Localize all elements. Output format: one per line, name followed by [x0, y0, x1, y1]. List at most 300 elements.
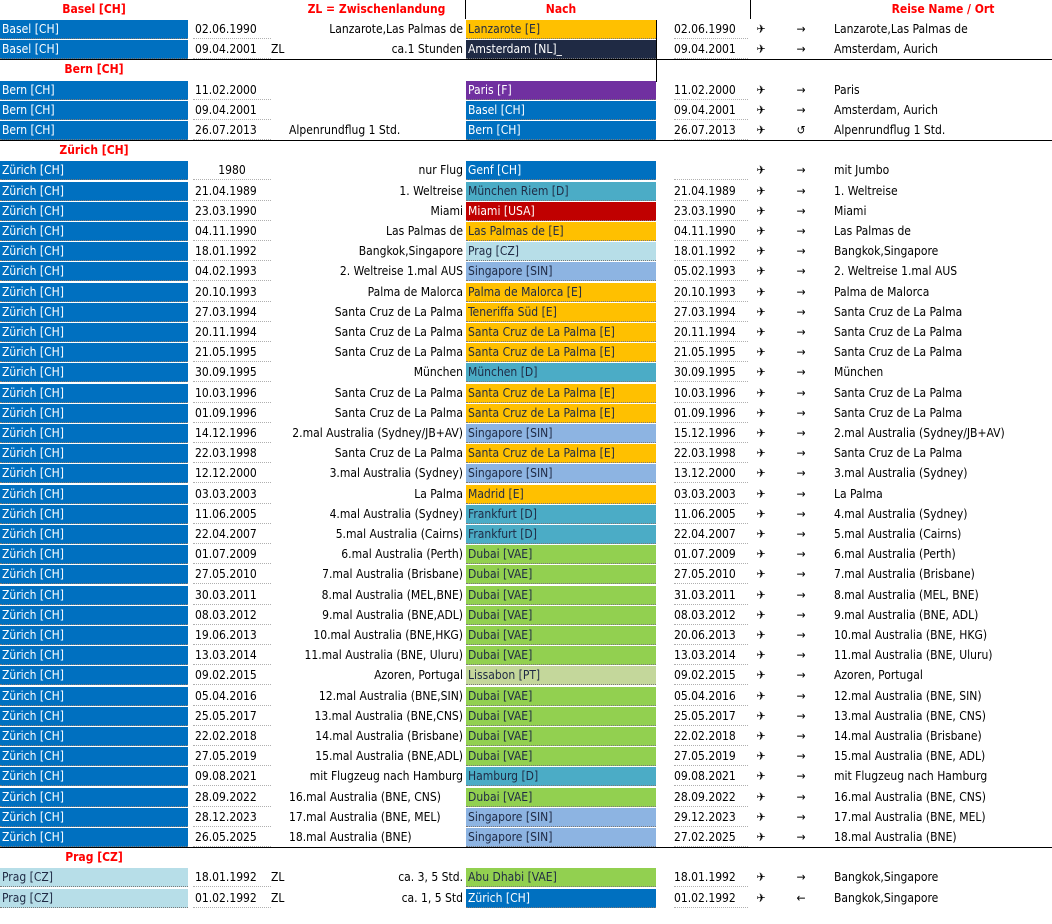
from-cell[interactable]: Zürich [CH]: [0, 565, 188, 584]
trip-name: La Palma: [834, 487, 883, 501]
arrival-date: 27.05.2010: [674, 565, 748, 584]
to-cell[interactable]: München Riem [D]: [466, 182, 656, 201]
airplane-icon: ✈: [756, 446, 766, 460]
trip-note: Bangkok,Singapore: [358, 244, 463, 258]
trip-note: nur Flug: [418, 163, 463, 177]
to-cell[interactable]: Genf [CH]: [466, 161, 656, 180]
loop-arrow-icon: ↺: [796, 123, 806, 137]
from-cell[interactable]: Zürich [CH]: [0, 767, 188, 786]
from-cell[interactable]: Prag [CZ]: [0, 889, 188, 908]
table-row: [0, 202, 1052, 222]
trip-note: Santa Cruz de La Palma: [334, 446, 463, 460]
stopover-flag: [271, 545, 289, 564]
departure-date: 09.04.2001: [193, 101, 271, 120]
arrow-right-icon: →: [796, 466, 806, 480]
trip-name: 18.mal Australia (BNE): [834, 830, 957, 844]
to-cell[interactable]: Basel [CH]: [466, 101, 656, 120]
trip-name: 7.mal Australia (Brisbane): [834, 567, 975, 581]
trip-note: 15.mal Australia (BNE,ADL): [315, 749, 463, 763]
table-row: [0, 646, 1052, 666]
departure-date: 25.05.2017: [193, 707, 271, 726]
from-cell[interactable]: Zürich [CH]: [0, 808, 188, 827]
trip-note: Santa Cruz de La Palma: [334, 325, 463, 339]
from-cell[interactable]: Prag [CZ]: [0, 868, 188, 887]
arrival-date: 27.02.2025: [674, 828, 748, 847]
from-cell[interactable]: Zürich [CH]: [0, 404, 188, 423]
to-cell[interactable]: Singapore [SIN]: [466, 464, 656, 483]
trip-note: 3.mal Australia (Sydney): [329, 466, 463, 480]
header-divider: [750, 0, 751, 19]
stopover-flag: [271, 444, 289, 463]
trip-name: Amsterdam, Aurich: [834, 42, 938, 56]
from-cell[interactable]: Basel [CH]: [0, 20, 188, 39]
airplane-icon: ✈: [756, 749, 766, 763]
arrow-right-icon: →: [796, 648, 806, 662]
departure-date: 03.03.2003: [193, 485, 271, 504]
from-cell[interactable]: Zürich [CH]: [0, 343, 188, 362]
to-cell[interactable]: Dubai [VAE]: [466, 747, 656, 766]
trip-name: Bangkok,Singapore: [834, 870, 939, 884]
departure-date: 19.06.2013: [193, 626, 271, 645]
arrow-right-icon: →: [796, 204, 806, 218]
to-cell[interactable]: Dubai [VAE]: [466, 545, 656, 564]
departure-date: 22.04.2007: [193, 525, 271, 544]
stopover-flag: [271, 464, 289, 483]
arrival-date: 15.12.1996: [674, 424, 748, 443]
stopover-flag: [271, 626, 289, 645]
trip-name: 5.mal Australia (Cairns): [834, 527, 962, 541]
from-cell[interactable]: Bern [CH]: [0, 101, 188, 120]
from-cell[interactable]: Zürich [CH]: [0, 303, 188, 322]
to-cell[interactable]: Santa Cruz de La Palma [E]: [466, 384, 656, 403]
trip-note: ca. 3, 5 Std.: [398, 870, 463, 884]
trip-note: 12.mal Australia (BNE,SIN): [318, 689, 463, 703]
from-cell[interactable]: Zürich [CH]: [0, 182, 188, 201]
stopover-flag: [271, 303, 289, 322]
from-cell[interactable]: Zürich [CH]: [0, 222, 188, 241]
stopover-flag: [271, 767, 289, 786]
departure-date: 20.10.1993: [193, 283, 271, 302]
to-cell[interactable]: München [D]: [466, 363, 656, 382]
airplane-icon: ✈: [756, 507, 766, 521]
airplane-icon: ✈: [756, 365, 766, 379]
trip-note: Azoren, Portugal: [374, 668, 463, 682]
to-cell[interactable]: Zürich [CH]: [466, 889, 656, 908]
departure-date: 01.02.1992: [193, 889, 271, 908]
airplane-icon: ✈: [756, 285, 766, 299]
departure-date: 21.05.1995: [193, 343, 271, 362]
airplane-icon: ✈: [756, 810, 766, 824]
to-cell[interactable]: Dubai [VAE]: [466, 646, 656, 665]
trip-name: München: [834, 365, 884, 379]
from-cell[interactable]: Zürich [CH]: [0, 788, 188, 807]
table-row: [0, 707, 1052, 727]
stopover-flag: [271, 121, 289, 140]
arrow-right-icon: →: [796, 668, 806, 682]
departure-date: 18.01.1992: [193, 868, 271, 887]
to-cell[interactable]: Singapore [SIN]: [466, 262, 656, 281]
arrow-right-icon: →: [796, 487, 806, 501]
trip-name: 9.mal Australia (BNE, ADL): [834, 608, 979, 622]
table-row: [0, 303, 1052, 323]
to-cell[interactable]: Miami [USA]: [466, 202, 656, 221]
arrival-date: 21.05.1995: [674, 343, 748, 362]
trip-name: Amsterdam, Aurich: [834, 103, 938, 117]
trip-note: ca.1 Stunden: [391, 42, 463, 56]
stopover-flag: [271, 666, 289, 685]
trip-name: Santa Cruz de La Palma: [834, 325, 963, 339]
departure-date: 10.03.1996: [193, 384, 271, 403]
to-cell[interactable]: Dubai [VAE]: [466, 626, 656, 645]
stopover-flag: [271, 182, 289, 201]
trip-note: Las Palmas de: [386, 224, 463, 238]
from-cell[interactable]: Zürich [CH]: [0, 666, 188, 685]
departure-date: 1980: [193, 161, 271, 180]
table-row: [0, 404, 1052, 424]
table-row: [0, 889, 1052, 909]
airplane-icon: ✈: [756, 487, 766, 501]
departure-date: 28.09.2022: [193, 788, 271, 807]
trip-note: 1. Weltreise: [399, 184, 463, 198]
arrival-date: 09.04.2001: [674, 40, 748, 59]
from-cell[interactable]: Zürich [CH]: [0, 363, 188, 382]
from-cell[interactable]: Zürich [CH]: [0, 707, 188, 726]
arrival-date: 03.03.2003: [674, 485, 748, 504]
trip-name: 11.mal Australia (BNE, Uluru): [834, 648, 993, 662]
to-cell[interactable]: Lanzarote [E]: [466, 20, 656, 39]
arrival-date: 09.04.2001: [674, 101, 748, 120]
airplane-icon: ✈: [756, 22, 766, 36]
table-row: [0, 222, 1052, 242]
from-cell[interactable]: Zürich [CH]: [0, 545, 188, 564]
arrow-right-icon: →: [796, 163, 806, 177]
arrival-date: 31.03.2011: [674, 586, 748, 605]
table-row: [0, 586, 1052, 606]
departure-date: 22.03.1998: [193, 444, 271, 463]
to-cell[interactable]: Santa Cruz de La Palma [E]: [466, 343, 656, 362]
arrival-date: 01.02.1992: [674, 889, 748, 908]
trip-note: Palma de Malorca: [367, 285, 463, 299]
airplane-icon: ✈: [756, 42, 766, 56]
stopover-flag: [271, 384, 289, 403]
from-cell[interactable]: Zürich [CH]: [0, 606, 188, 625]
trip-name: Santa Cruz de La Palma: [834, 386, 963, 400]
airplane-icon: ✈: [756, 608, 766, 622]
arrival-date: 09.08.2021: [674, 767, 748, 786]
trip-name: 13.mal Australia (BNE, CNS): [834, 709, 986, 723]
stopover-flag: [271, 485, 289, 504]
trip-note: mit Flugzeug nach Hamburg: [309, 769, 463, 783]
stopover-flag: [271, 687, 289, 706]
to-cell[interactable]: Dubai [VAE]: [466, 687, 656, 706]
stopover-flag: [271, 81, 289, 100]
trip-note: Miami: [430, 204, 463, 218]
arrival-date: 01.07.2009: [674, 545, 748, 564]
trip-name: Santa Cruz de La Palma: [834, 446, 963, 460]
stopover-flag: ZL: [271, 891, 285, 905]
table-row: [0, 101, 1052, 121]
stopover-flag: [271, 565, 289, 584]
stopover-flag: [271, 828, 289, 847]
trip-name: mit Flugzeug nach Hamburg: [834, 769, 988, 783]
arrival-date: 25.05.2017: [674, 707, 748, 726]
departure-date: 09.08.2021: [193, 767, 271, 786]
to-cell[interactable]: Dubai [VAE]: [466, 727, 656, 746]
to-cell[interactable]: Santa Cruz de La Palma [E]: [466, 404, 656, 423]
section-label: Zürich [CH]: [59, 143, 129, 158]
from-cell[interactable]: Zürich [CH]: [0, 646, 188, 665]
to-cell[interactable]: Amsterdam [NL]_: [466, 40, 656, 59]
table-row: [0, 565, 1052, 585]
arrival-date: [674, 161, 748, 180]
airplane-icon: ✈: [756, 325, 766, 339]
airplane-icon: ✈: [756, 648, 766, 662]
arrow-right-icon: →: [796, 446, 806, 460]
arrow-right-icon: →: [796, 365, 806, 379]
arrival-date: 27.03.1994: [674, 303, 748, 322]
to-cell[interactable]: Lissabon [PT]: [466, 666, 656, 685]
trip-name: Santa Cruz de La Palma: [834, 406, 963, 420]
arrival-date: 20.11.1994: [674, 323, 748, 342]
trip-name: mit Jumbo: [834, 163, 890, 177]
airplane-icon: ✈: [756, 204, 766, 218]
arrow-right-icon: →: [796, 588, 806, 602]
trip-note: 13.mal Australia (BNE,CNS): [314, 709, 463, 723]
to-cell[interactable]: Teneriffa Süd [E]: [466, 303, 656, 322]
to-cell[interactable]: Santa Cruz de La Palma [E]: [466, 444, 656, 463]
from-cell[interactable]: Zürich [CH]: [0, 202, 188, 221]
airplane-icon: ✈: [756, 668, 766, 682]
from-cell[interactable]: Zürich [CH]: [0, 828, 188, 847]
trip-note: [289, 81, 464, 100]
from-cell[interactable]: Zürich [CH]: [0, 727, 188, 746]
arrow-right-icon: →: [796, 709, 806, 723]
arrival-date: 28.09.2022: [674, 788, 748, 807]
stopover-flag: [271, 505, 289, 524]
airplane-icon: ✈: [756, 466, 766, 480]
arrival-date: 29.12.2023: [674, 808, 748, 827]
airplane-icon: ✈: [756, 547, 766, 561]
stopover-flag: [271, 323, 289, 342]
table-row: [0, 81, 1052, 101]
to-cell[interactable]: Dubai [VAE]: [466, 788, 656, 807]
airplane-icon: ✈: [756, 769, 766, 783]
arrow-right-icon: →: [796, 567, 806, 581]
trip-note: 2.mal Australia (Sydney/JB+AV): [292, 426, 463, 440]
stopover-flag: [271, 646, 289, 665]
departure-date: 11.06.2005: [193, 505, 271, 524]
to-cell[interactable]: Prag [CZ]: [466, 242, 656, 261]
to-cell[interactable]: Paris [F]: [466, 81, 656, 100]
from-cell[interactable]: Zürich [CH]: [0, 323, 188, 342]
arrival-date: 13.03.2014: [674, 646, 748, 665]
departure-date: 08.03.2012: [193, 606, 271, 625]
trip-name: Lanzarote,Las Palmas de: [834, 22, 968, 36]
table-row: [0, 40, 1052, 60]
trip-name: 16.mal Australia (BNE, CNS): [834, 790, 986, 804]
departure-date: 18.01.1992: [193, 242, 271, 261]
departure-date: 04.02.1993: [193, 262, 271, 281]
from-cell[interactable]: Zürich [CH]: [0, 687, 188, 706]
airplane-icon: ✈: [756, 729, 766, 743]
stopover-flag: [271, 525, 289, 544]
arrival-date: 20.10.1993: [674, 283, 748, 302]
trip-note: Lanzarote,Las Palmas de: [329, 22, 463, 36]
trip-note: 6.mal Australia (Perth): [341, 547, 463, 561]
trip-note: 10.mal Australia (BNE,HKG): [313, 628, 463, 642]
departure-date: 02.06.1990: [193, 20, 271, 39]
table-row: [0, 283, 1052, 303]
to-cell[interactable]: Frankfurt [D]: [466, 525, 656, 544]
arrival-date: 08.03.2012: [674, 606, 748, 625]
table-row: [0, 788, 1052, 808]
arrow-right-icon: →: [796, 305, 806, 319]
to-cell[interactable]: Dubai [VAE]: [466, 606, 656, 625]
table-row: [0, 626, 1052, 646]
stopover-flag: [271, 606, 289, 625]
arrow-right-icon: →: [796, 870, 806, 884]
from-cell[interactable]: Zürich [CH]: [0, 161, 188, 180]
from-cell[interactable]: Bern [CH]: [0, 121, 188, 140]
trip-note: 4.mal Australia (Sydney): [329, 507, 463, 521]
trip-name: 10.mal Australia (BNE, HKG): [834, 628, 988, 642]
departure-date: 27.05.2019: [193, 747, 271, 766]
arrival-date: 22.04.2007: [674, 525, 748, 544]
to-cell[interactable]: Las Palmas de [E]: [466, 222, 656, 241]
table-row: [0, 485, 1052, 505]
from-cell[interactable]: Zürich [CH]: [0, 283, 188, 302]
from-cell[interactable]: Basel [CH]: [0, 40, 188, 59]
arrival-date: 20.06.2013: [674, 626, 748, 645]
stopover-flag: [271, 202, 289, 221]
from-cell[interactable]: Zürich [CH]: [0, 586, 188, 605]
arrow-right-icon: →: [796, 386, 806, 400]
arrival-date: 04.11.1990: [674, 222, 748, 241]
section-label: Prag [CZ]: [65, 850, 123, 865]
stopover-flag: [271, 808, 289, 827]
trip-note: 2. Weltreise 1.mal AUS: [339, 264, 463, 278]
trip-name: Alpenrundflug 1 Std.: [834, 123, 946, 137]
from-cell[interactable]: Zürich [CH]: [0, 384, 188, 403]
departure-date: 09.04.2001: [193, 40, 271, 59]
table-row: [0, 343, 1052, 363]
to-cell[interactable]: Singapore [SIN]: [466, 808, 656, 827]
to-cell[interactable]: Bern [CH]: [466, 121, 656, 140]
table-row: [0, 384, 1052, 404]
trip-name: 6.mal Australia (Perth): [834, 547, 956, 561]
stopover-flag: [271, 20, 289, 39]
stopover-flag: [271, 283, 289, 302]
arrow-right-icon: →: [796, 285, 806, 299]
from-cell[interactable]: Zürich [CH]: [0, 464, 188, 483]
arrow-right-icon: →: [796, 790, 806, 804]
header-from: Basel [CH]: [62, 2, 126, 16]
arrow-right-icon: →: [796, 264, 806, 278]
from-cell[interactable]: Bern [CH]: [0, 81, 188, 100]
to-cell[interactable]: Madrid [E]: [466, 485, 656, 504]
table-row: [0, 808, 1052, 828]
departure-date: 28.12.2023: [193, 808, 271, 827]
from-cell[interactable]: Zürich [CH]: [0, 747, 188, 766]
from-cell[interactable]: Zürich [CH]: [0, 242, 188, 261]
arrow-right-icon: →: [796, 608, 806, 622]
arrow-right-icon: →: [796, 224, 806, 238]
trip-note: [289, 101, 464, 120]
to-cell[interactable]: Palma de Malorca [E]: [466, 283, 656, 302]
table-row: [0, 464, 1052, 484]
trip-note: 16.mal Australia (BNE, CNS): [289, 790, 441, 804]
trip-name: 2. Weltreise 1.mal AUS: [834, 264, 958, 278]
arrow-left-icon: ←: [796, 891, 806, 905]
airplane-icon: ✈: [756, 790, 766, 804]
trip-note: 17.mal Australia (BNE, MEL): [289, 810, 441, 824]
stopover-flag: [271, 222, 289, 241]
table-row: [0, 747, 1052, 767]
from-cell[interactable]: Zürich [CH]: [0, 626, 188, 645]
trip-name: Santa Cruz de La Palma: [834, 305, 963, 319]
from-cell[interactable]: Zürich [CH]: [0, 444, 188, 463]
trip-name: 14.mal Australia (Brisbane): [834, 729, 982, 743]
stopover-flag: [271, 424, 289, 443]
trip-name: 12.mal Australia (BNE, SIN): [834, 689, 982, 703]
departure-date: 27.03.1994: [193, 303, 271, 322]
stopover-flag: ZL: [271, 870, 285, 884]
arrow-right-icon: →: [796, 507, 806, 521]
to-cell[interactable]: Santa Cruz de La Palma [E]: [466, 323, 656, 342]
trip-note: La Palma: [414, 487, 463, 501]
to-cell[interactable]: Singapore [SIN]: [466, 424, 656, 443]
to-cell[interactable]: Hamburg [D]: [466, 767, 656, 786]
airplane-icon: ✈: [756, 386, 766, 400]
to-cell[interactable]: Frankfurt [D]: [466, 505, 656, 524]
to-cell[interactable]: Dubai [VAE]: [466, 586, 656, 605]
from-cell[interactable]: Zürich [CH]: [0, 505, 188, 524]
departure-date: 05.04.2016: [193, 687, 271, 706]
from-cell[interactable]: Zürich [CH]: [0, 424, 188, 443]
departure-date: 11.02.2000: [193, 81, 271, 100]
airplane-icon: ✈: [756, 103, 766, 117]
airplane-icon: ✈: [756, 123, 766, 137]
table-row: [0, 424, 1052, 444]
to-cell[interactable]: Dubai [VAE]: [466, 707, 656, 726]
from-cell[interactable]: Zürich [CH]: [0, 485, 188, 504]
from-cell[interactable]: Zürich [CH]: [0, 525, 188, 544]
departure-date: 22.02.2018: [193, 727, 271, 746]
arrow-right-icon: →: [796, 729, 806, 743]
departure-date: 27.05.2010: [193, 565, 271, 584]
to-cell[interactable]: Singapore [SIN]: [466, 828, 656, 847]
trip-note: 14.mal Australia (Brisbane): [315, 729, 463, 743]
to-cell[interactable]: Abu Dhabi [VAE]: [466, 868, 656, 887]
trip-note: 11.mal Australia (BNE, Uluru): [304, 648, 463, 662]
to-cell[interactable]: Dubai [VAE]: [466, 565, 656, 584]
airplane-icon: ✈: [756, 83, 766, 97]
table-row: [0, 828, 1052, 848]
trip-note: 8.mal Australia (MEL,BNE): [321, 588, 463, 602]
trip-name: 2.mal Australia (Sydney/JB+AV): [834, 426, 1005, 440]
stopover-flag: [271, 404, 289, 423]
arrow-right-icon: →: [796, 184, 806, 198]
trip-name: 1. Weltreise: [834, 184, 898, 198]
column-divider: [656, 20, 657, 82]
arrow-right-icon: →: [796, 810, 806, 824]
trip-name: Bangkok,Singapore: [834, 244, 939, 258]
trip-name: 17.mal Australia (BNE, MEL): [834, 810, 986, 824]
departure-date: 26.07.2013: [193, 121, 271, 140]
airplane-icon: ✈: [756, 224, 766, 238]
table-row: [0, 20, 1052, 40]
from-cell[interactable]: Zürich [CH]: [0, 262, 188, 281]
